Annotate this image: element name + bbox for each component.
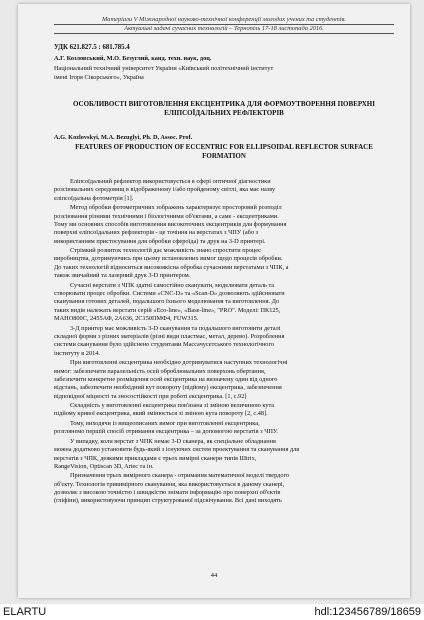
running-header-line-1: Матеріали V Міжнародної науково-технічної конференції молодих учених та студентів. [54, 16, 394, 25]
body-line: також звичайний та лазерний друк 3-D принтером. [54, 272, 191, 280]
handle-identifier[interactable]: hdl:123456789/18659 [314, 606, 421, 618]
body-line: об'єкту. Технологія тривимірного сканування, яка використовується в даному сканері, [54, 480, 285, 488]
title-ukrainian: ОСОБЛИВОСТІ ВИГОТОВЛЕННЯ ЕКСЦЕНТРИКА ДЛЯ ФОРМОУТВОРЕННЯ ПОВЕРХНІ ЕЛІПСОЇДАЛЬНИХ РЕФЛЕКТОРІВ [73, 100, 375, 117]
body-line: системи сканування було здійснено студентами Массачусетського технологічного [54, 341, 275, 349]
article-body [54, 178, 394, 507]
body-line: Складність у виготовленні ексцентрика пов'язана зі зміною величиною кута [70, 402, 275, 410]
body-line: Метод обробки фотометричних зображень характеризує просторовий розподіл [70, 204, 282, 212]
body-line: вимог: забезпечити паралельність осей оброблювальних поверхонь обертання, [54, 367, 266, 375]
body-paragraph [54, 178, 394, 203]
body-line: інституту в 2014. [54, 349, 100, 357]
body-line: поверхні еліпсоїдальних рефлекторів - це точіння на верстатах з ЧПУ (або з [54, 229, 259, 237]
body-line: (гліфіни), використовуючи принцип структурованої підсвічування. Всі дані виходять [54, 497, 282, 505]
body-line: розсіювання різними технічними і біологічними об'єктами, а саме - ексцентриками. [54, 212, 279, 220]
body-paragraph [54, 204, 394, 246]
body-line: Еліпсоїдальний рефлектор використовується в сфері оптичної діагностики [70, 178, 271, 185]
body-line: еліпсоїдальна фотометрія [1]. [54, 194, 134, 202]
authors-english: A.G. Kozlovskyi, M.A. Bezuglyi, Ph. D, Assoc. Prof. [54, 134, 193, 141]
body-line: таких видів належать верстати серій «Eco-line», «Base-line», "PRO". Моделі: ПК125, [54, 306, 281, 314]
udc-code: УДК 621.827.5 : 681.785.4 [54, 44, 130, 51]
body-line: створювати процес обробки. Системи «CNC-D» та «Scan-D» дозволяють здійснювати [54, 290, 285, 298]
body-line: забезпечити конкретне розміщення осей ексцентрика на визначену один від одного [54, 375, 278, 383]
body-line: сканування готових деталей, подальшого їхнього моделювання та виготовлення. До [54, 298, 280, 306]
repository-footer [0, 604, 424, 620]
body-paragraph [54, 247, 394, 280]
body-line: відповідної міцності та зносостійкості при роботі ексцентрика. [1, с.92] [54, 392, 247, 400]
body-line: Стрімкий розвиток технологій дає можливість знано спростити процес [70, 247, 261, 255]
body-line: У випадку, коли верстат з ЧПК немає 3-D сканера, як спеціальне обладнання [70, 437, 276, 445]
institution-line: Національний технічний університет України «Київський політехнічний інститут [54, 65, 274, 72]
repository-name[interactable]: ELARTU [3, 606, 47, 618]
body-line: 3-Д принтер має можливість 3-D сканування та подальшого виготовити деталі [70, 324, 281, 332]
body-paragraph [54, 282, 394, 324]
body-line: розсіювальних середовищ в відображеному і/або пройденому світлі, яка має назву [54, 186, 276, 194]
body-line: До таких технологій відноситься високоякісна обробка сучасними верстатами з ЧПК, а [54, 263, 289, 271]
body-paragraph [54, 359, 394, 401]
body-line: При виготовленні ексцентрика необхідно дотримуватися наступних технологічні [70, 359, 288, 367]
page-number: 44 [210, 572, 218, 579]
authors-ukrainian: А.Г. Козловський, М.О. Безуглий, канд. техн. наук, доц. [54, 55, 212, 62]
body-line: Сучасні верстати з ЧПК здатні самостійно сканувати, моделювати деталь та [70, 281, 275, 289]
body-paragraph [54, 438, 394, 471]
title-english: FEATURES OF PRODUCTION OF ECCENTRIC FOR ELLIPSOIDAL REFLECTOR SURFACE FORMATION [75, 143, 373, 160]
body-line: можна додатково установити будь-який з існуючих систем проектування та сканування для [54, 446, 300, 454]
body-line: розглянемо першій спосіб отримання ексцентрика – за допомогою верстатів з ЧПУ. [54, 428, 278, 436]
institution-line: імені Ігоря Сікорського», Україна [54, 74, 144, 81]
body-line: Призначення трьох вимірного сканера - отримання математичної моделі твердого [70, 472, 290, 480]
body-line: дозволяє з високою точністю і швидкістю знімати інформацію про поверхні об'єктів [54, 489, 281, 497]
body-line: використанням пристосування для обробки сфероїда) та друк на 3-D принтері. [54, 237, 266, 245]
body-line: підйому кривої ексцентрика, який змінюється зі зміною кута повороту [2, с.48]. [54, 410, 268, 418]
running-header [54, 16, 394, 34]
body-paragraph [54, 472, 394, 505]
body-paragraph [54, 325, 394, 358]
body-paragraph [54, 402, 394, 419]
body-paragraph [54, 420, 394, 437]
body-line: RangeVision, Optiscan 3D, Artec та ін. [54, 462, 154, 470]
body-line: МАНО800С, 2455АФ, 2А636, 2С150ПМФ4, FUW315. [54, 315, 199, 323]
running-header-line-2: Актуальні задачі сучасних технологій – Тернопіль 17-18 листопада 2016. [54, 25, 394, 34]
body-line: Тому, виходячи із вищеописаних вимог при виготовленні ексцентрика, [70, 419, 260, 427]
body-line: Тому ми основних способів виготовлення високоточних ексцентриків для формування [54, 220, 287, 228]
body-line: складної форми з різних матеріалів (різні види пластмас, метал, дерево). Розроблення [54, 332, 285, 340]
body-line: верстатів з ЧПК, деякими прикладами є трьох вимірні сканери типів Шtrix, [54, 454, 257, 462]
body-line: виробництва, дотримуючись при цьому встановлених вимог щодо процесів обробки. [54, 255, 283, 263]
document-page [18, 4, 410, 598]
institution [54, 64, 394, 82]
body-line: відстань, забезпечити необхідний кут повороту (підйому) ексцентрика, забезпечення [54, 384, 282, 392]
